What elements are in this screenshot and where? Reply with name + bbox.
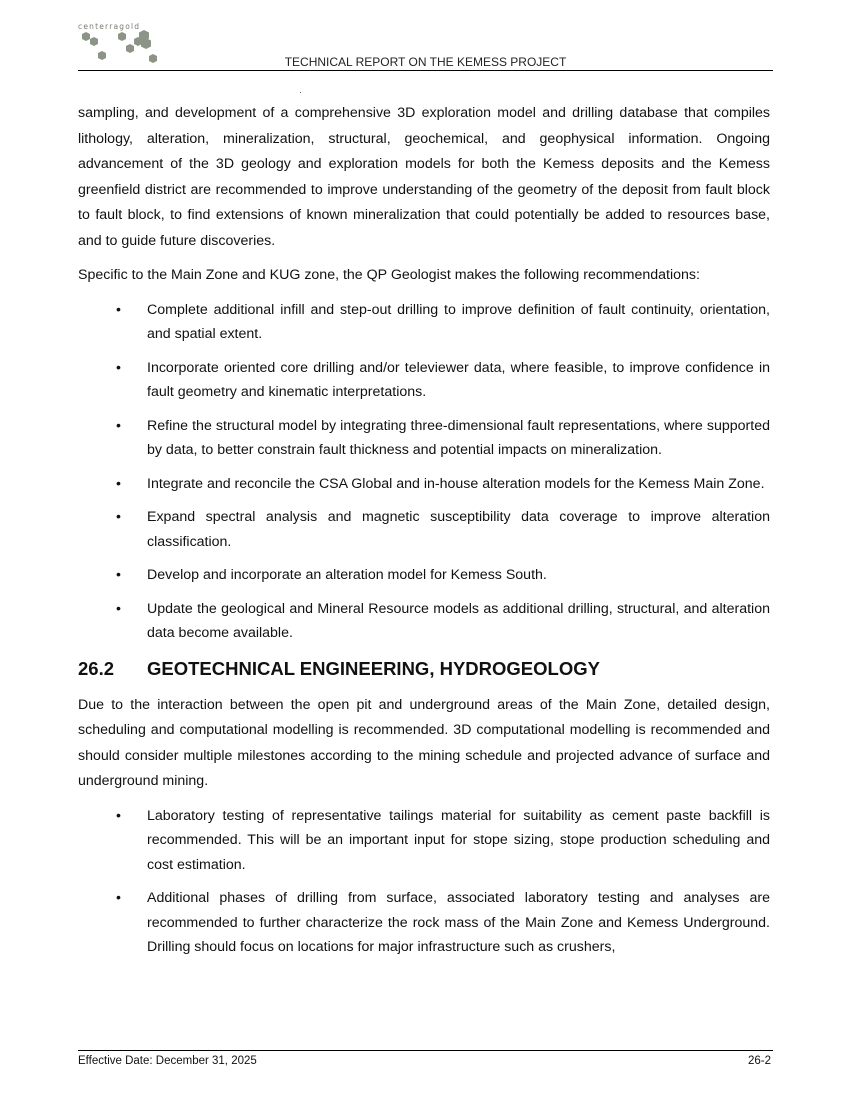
list-item xyxy=(78,505,770,554)
section-number: 26.2 xyxy=(78,657,115,679)
list-item-text: Expand spectral analysis and magnetic susceptibility data coverage to improve alteration classification. xyxy=(147,509,770,550)
bullet-icon: • xyxy=(116,509,121,525)
list-item-text: Laboratory testing of representative tailings material for suitability as cement paste backfill is recommended. This will be an important input for stope sizing, stope production scheduling and cost estimation. xyxy=(147,807,770,873)
bullet-icon: • xyxy=(116,567,121,583)
stray-mark xyxy=(300,92,301,93)
list-item xyxy=(78,298,770,347)
list-item-text: Refine the structural model by integrating three-dimensional fault representations, where supported by data, to better constrain fault thickness and potential impacts on mineralization. xyxy=(147,417,770,458)
geology-recommendations-list xyxy=(78,298,770,646)
list-item-text: Integrate and reconcile the CSA Global and in-house alteration models for the Kemess Main Zone. xyxy=(147,475,765,492)
footer-divider xyxy=(78,1050,773,1051)
section-heading xyxy=(78,656,770,682)
list-item xyxy=(78,356,770,405)
bullet-icon: • xyxy=(116,807,121,824)
list-item-text: Incorporate oriented core drilling and/or televiewer data, where feasible, to improve confidence in fault geometry and kinematic interpretations. xyxy=(147,359,770,400)
list-item xyxy=(78,804,770,878)
list-item xyxy=(78,597,770,646)
list-item xyxy=(78,886,770,960)
section-title: GEOTECHNICAL ENGINEERING, HYDROGEOLOGY xyxy=(147,657,600,679)
page-number: 26-2 xyxy=(747,1055,771,1067)
bullet-icon: • xyxy=(116,359,121,376)
paragraph-geotechnical: Due to the interaction between the open pit and underground areas of the Main Zone, detailed design, scheduling and computational modelling is recommended. 3D computational modelling is recommended and should consider multiple milestones according to the mining schedule and projected advance of surface and underground mining. xyxy=(78,696,770,789)
list-item xyxy=(78,472,770,497)
logo-wordmark: centerragold xyxy=(78,22,141,31)
bullet-icon: • xyxy=(116,600,121,617)
list-item-text: Additional phases of drilling from surface, associated laboratory testing and analyses are recommended to further characterize the rock mass of the Main Zone and Kemess Underground. Drilling should focus on locations for major infrastructure such as crushers, xyxy=(147,890,770,955)
report-header-title: TECHNICAL REPORT ON THE KEMESS PROJECT xyxy=(284,55,567,69)
paragraph-recommendations-intro: Specific to the Main Zone and KUG zone, the QP Geologist makes the following recommendations: xyxy=(78,267,700,283)
bullet-icon: • xyxy=(116,301,121,318)
bullet-icon: • xyxy=(116,417,121,434)
document-body xyxy=(78,101,770,969)
list-item-text: Develop and incorporate an alteration model for Kemess South. xyxy=(147,567,547,583)
list-item-text: Update the geological and Mineral Resource models as additional drilling, structural, and alteration data become available. xyxy=(147,600,770,641)
bullet-icon: • xyxy=(116,890,121,906)
list-item xyxy=(78,414,770,463)
geotechnical-recommendations-list xyxy=(78,804,770,960)
header-divider xyxy=(78,70,773,71)
effective-date: Effective Date: December 31, 2025 xyxy=(78,1055,257,1067)
list-item-text: Complete additional infill and step-out drilling to improve definition of fault continuity, orientation, and spatial extent. xyxy=(147,301,770,342)
list-item xyxy=(78,563,770,588)
bullet-icon: • xyxy=(116,475,121,492)
paragraph-exploration-model: sampling, and development of a comprehensive 3D exploration model and drilling database that compiles lithology, alteration, mineralization, structural, geochemical, and geophysical information. Ongoing advancement of the 3D geology and exploration models for both the Kemess deposits and the Kemess greenfield district are recommended to improve understanding of the geometry of the deposit from fault block to fault block, to find extensions of known mineralization that could potentially be added to resources base, and to guide future discoveries. xyxy=(78,105,770,249)
